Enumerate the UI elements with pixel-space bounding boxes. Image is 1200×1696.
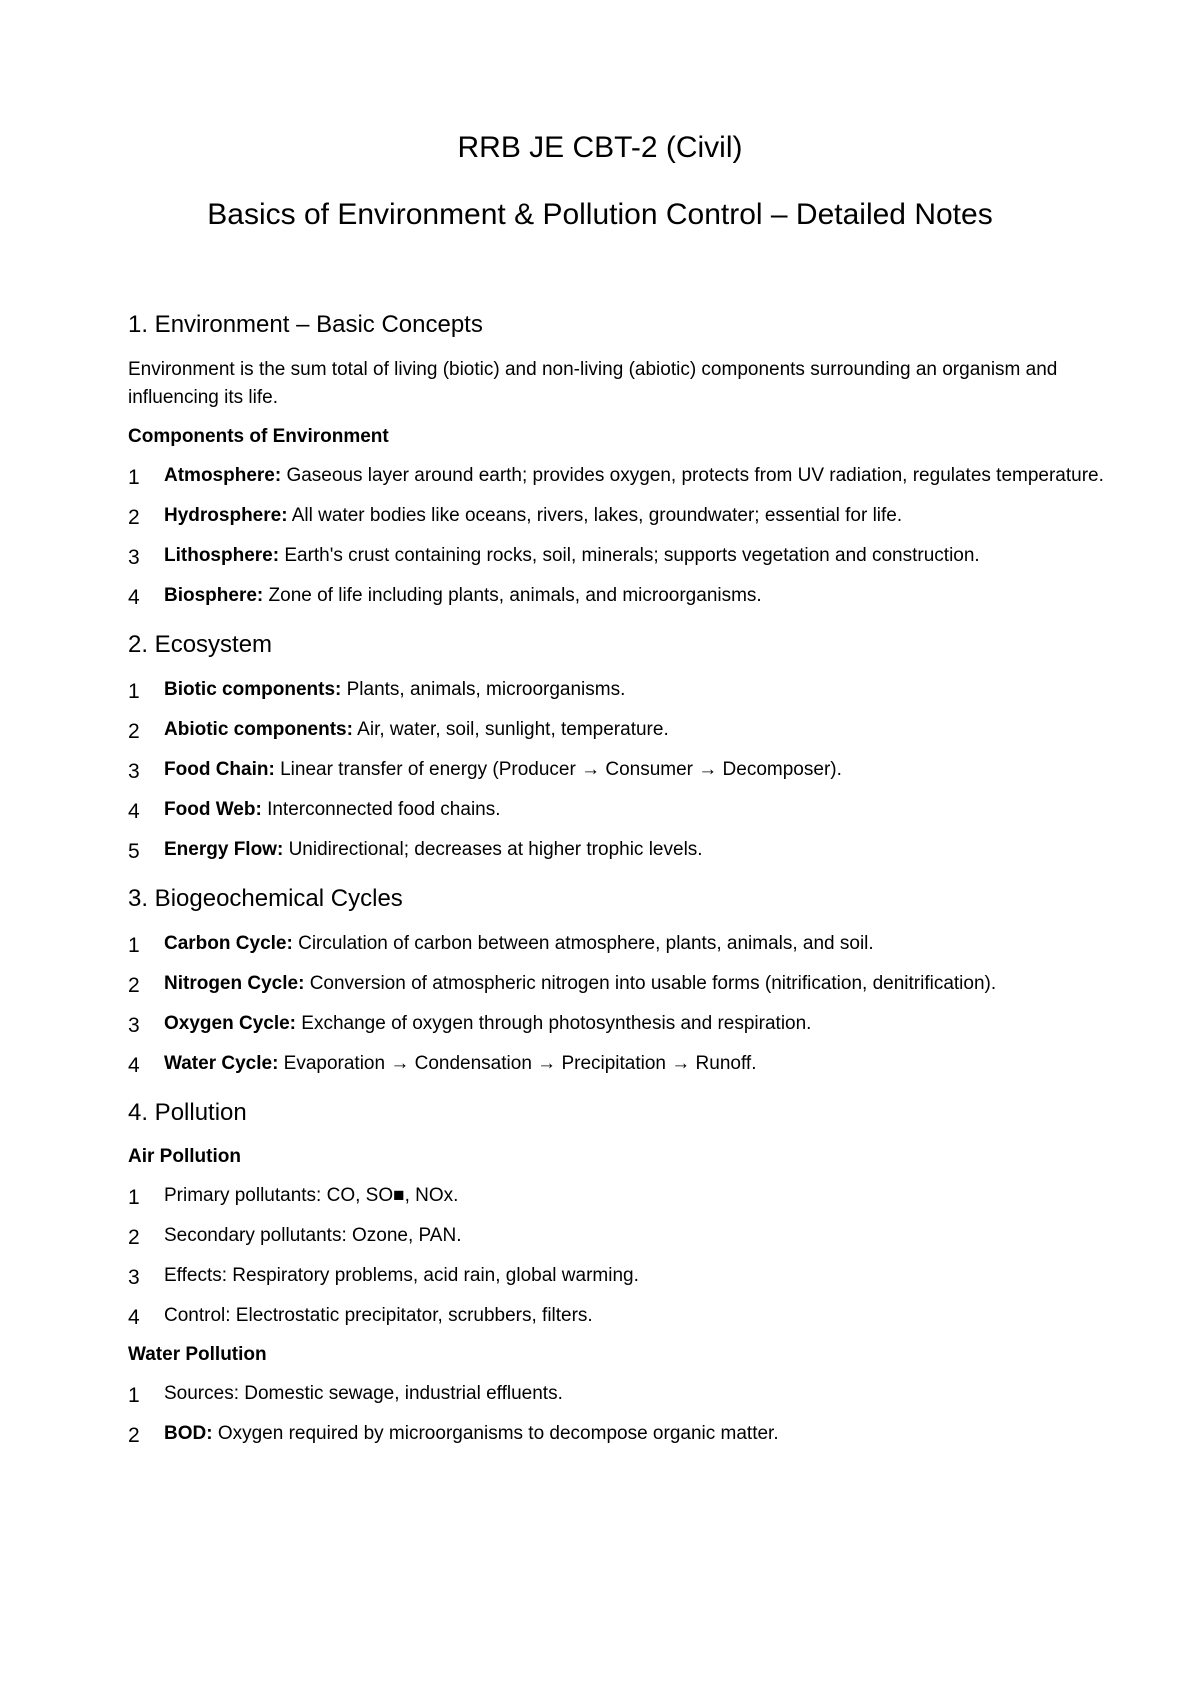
item-text: Sources: Domestic sewage, industrial effluents. bbox=[164, 1383, 563, 1404]
item-term: Oxygen Cycle: bbox=[164, 1013, 296, 1034]
numbered-list bbox=[128, 462, 1108, 610]
item-text: Oxygen required by microorganisms to decompose organic matter. bbox=[212, 1423, 779, 1444]
list-item bbox=[128, 1010, 1108, 1038]
item-text: Primary pollutants: CO, SO■, NOx. bbox=[164, 1185, 459, 1206]
item-number: 4 bbox=[128, 800, 140, 823]
section-heading: 1. Environment – Basic Concepts bbox=[128, 311, 483, 338]
list-item bbox=[128, 716, 1108, 744]
item-number: 2 bbox=[128, 1226, 140, 1249]
item-number: 2 bbox=[128, 506, 140, 529]
item-number: 4 bbox=[128, 1306, 140, 1329]
numbered-list bbox=[128, 676, 1108, 864]
item-text: Earth's crust containing rocks, soil, minerals; supports vegetation and construction. bbox=[279, 545, 980, 566]
section-heading: 3. Biogeochemical Cycles bbox=[128, 885, 403, 912]
list-item bbox=[128, 1222, 1108, 1250]
item-number: 3 bbox=[128, 760, 140, 783]
item-number: 2 bbox=[128, 720, 140, 743]
list-item bbox=[128, 676, 1108, 704]
item-term: Nitrogen Cycle: bbox=[164, 973, 305, 994]
intro-paragraph: Environment is the sum total of living (biotic) and non-living (abiotic) components surrounding an organism and influencing its life. bbox=[128, 359, 1058, 408]
item-number: 3 bbox=[128, 546, 140, 569]
item-term: Food Chain: bbox=[164, 759, 275, 780]
item-number: 1 bbox=[128, 934, 140, 957]
item-text: Secondary pollutants: Ozone, PAN. bbox=[164, 1225, 462, 1246]
item-term: Energy Flow: bbox=[164, 839, 284, 860]
subheading-water-pollution: Water Pollution bbox=[128, 1344, 267, 1365]
item-number: 4 bbox=[128, 586, 140, 609]
list-item bbox=[128, 1302, 1108, 1330]
item-term: BOD: bbox=[164, 1423, 213, 1444]
list-item bbox=[128, 1380, 1108, 1408]
list-item bbox=[128, 1050, 1108, 1078]
item-number: 3 bbox=[128, 1014, 140, 1037]
section-pollution bbox=[128, 1096, 1108, 1448]
subheading: Components of Environment bbox=[128, 426, 389, 447]
item-number: 2 bbox=[128, 1424, 140, 1447]
document-title: RRB JE CBT-2 (Civil) bbox=[457, 131, 743, 164]
section-heading: 2. Ecosystem bbox=[128, 631, 273, 658]
item-term: Food Web: bbox=[164, 799, 262, 820]
list-item bbox=[128, 502, 1108, 530]
section-environment bbox=[128, 308, 1108, 610]
section-ecosystem bbox=[128, 628, 1108, 864]
item-text: Gaseous layer around earth; provides oxygen, protects from UV radiation, regulates temperature. bbox=[281, 465, 1104, 486]
numbered-list bbox=[128, 1380, 1108, 1448]
item-text: Unidirectional; decreases at higher trophic levels. bbox=[283, 839, 703, 860]
item-term: Atmosphere: bbox=[164, 465, 282, 486]
list-item bbox=[128, 970, 1108, 998]
item-text: Effects: Respiratory problems, acid rain, global warming. bbox=[164, 1265, 639, 1286]
item-number: 1 bbox=[128, 1186, 140, 1209]
item-number: 3 bbox=[128, 1266, 140, 1289]
numbered-list bbox=[128, 930, 1108, 1078]
list-item bbox=[128, 930, 1108, 958]
item-text: Air, water, soil, sunlight, temperature. bbox=[352, 719, 669, 740]
list-item bbox=[128, 756, 1108, 784]
list-item bbox=[128, 796, 1108, 824]
item-term: Water Cycle: bbox=[164, 1053, 279, 1074]
item-text: Control: Electrostatic precipitator, scrubbers, filters. bbox=[164, 1305, 593, 1326]
section-biogeochemical-cycles bbox=[128, 882, 1108, 1078]
item-term: Biosphere: bbox=[164, 585, 264, 606]
item-text: Conversion of atmospheric nitrogen into usable forms (nitrification, denitrification). bbox=[304, 973, 997, 994]
item-text: Evaporation → Condensation → Precipitation → Runoff. bbox=[278, 1053, 757, 1074]
item-text: Exchange of oxygen through photosynthesis and respiration. bbox=[296, 1013, 812, 1034]
list-item bbox=[128, 1182, 1108, 1210]
item-number: 4 bbox=[128, 1054, 140, 1077]
item-number: 1 bbox=[128, 466, 140, 489]
item-number: 5 bbox=[128, 840, 140, 863]
list-item bbox=[128, 836, 1108, 864]
item-text: Plants, animals, microorganisms. bbox=[341, 679, 626, 700]
subheading-air-pollution: Air Pollution bbox=[128, 1146, 241, 1167]
document-subtitle: Basics of Environment & Pollution Control – Detailed Notes bbox=[207, 198, 993, 231]
item-term: Lithosphere: bbox=[164, 545, 280, 566]
item-term: Abiotic components: bbox=[164, 719, 353, 740]
item-number: 2 bbox=[128, 974, 140, 997]
list-item bbox=[128, 542, 1108, 570]
list-item bbox=[128, 1262, 1108, 1290]
list-item bbox=[128, 582, 1108, 610]
item-term: Hydrosphere: bbox=[164, 505, 288, 526]
item-text: Linear transfer of energy (Producer → Consumer → Decomposer). bbox=[274, 759, 842, 780]
list-item bbox=[128, 462, 1108, 490]
list-item bbox=[128, 1420, 1108, 1448]
numbered-list bbox=[128, 1182, 1108, 1330]
item-term: Biotic components: bbox=[164, 679, 342, 700]
item-text: Circulation of carbon between atmosphere, plants, animals, and soil. bbox=[292, 933, 874, 954]
section-heading: 4. Pollution bbox=[128, 1099, 247, 1126]
item-text: All water bodies like oceans, rivers, lakes, groundwater; essential for life. bbox=[287, 505, 903, 526]
item-text: Zone of life including plants, animals, and microorganisms. bbox=[263, 585, 762, 606]
document-body bbox=[128, 308, 1108, 1466]
item-term: Carbon Cycle: bbox=[164, 933, 293, 954]
item-number: 1 bbox=[128, 680, 140, 703]
item-number: 1 bbox=[128, 1384, 140, 1407]
item-text: Interconnected food chains. bbox=[261, 799, 501, 820]
